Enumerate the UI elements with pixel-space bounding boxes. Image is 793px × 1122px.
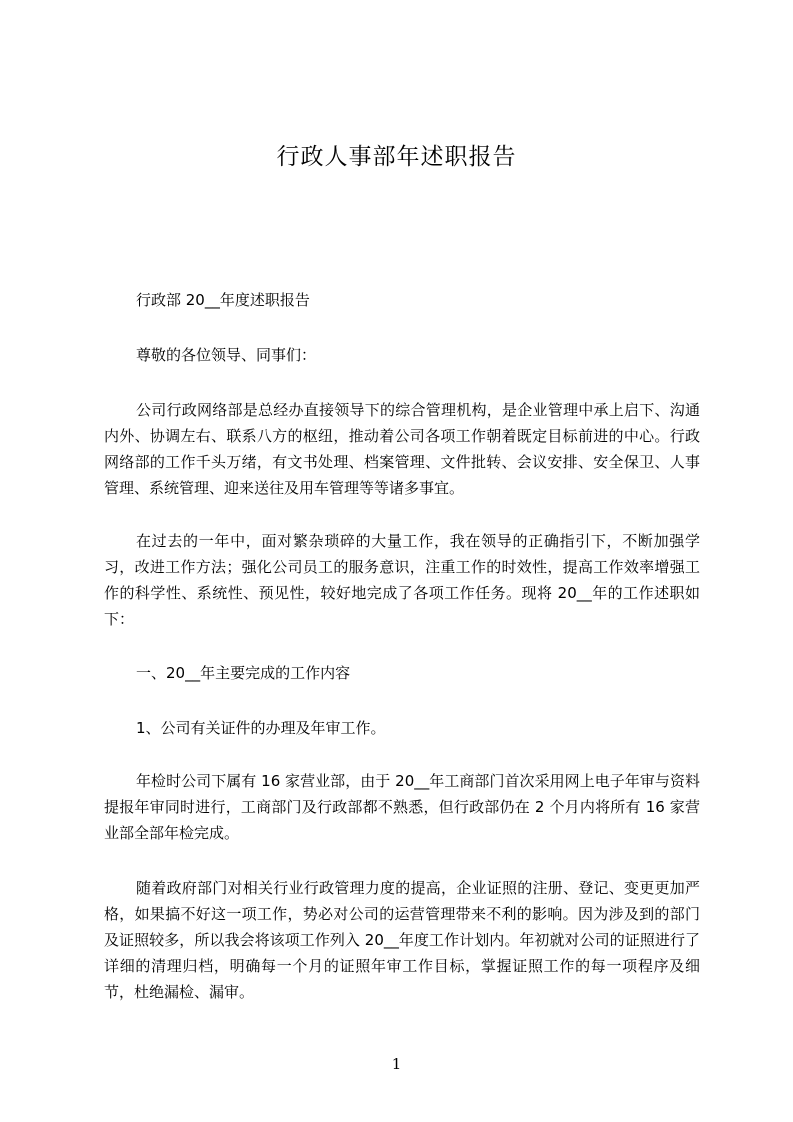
paragraph-intro: 公司行政网络部是总经办直接领导下的综合管理机构，是企业管理中承上启下、沟通内外、协调左右、联系八方的枢纽，推动着公司各项工作朝着既定目标前进的中心。行政网络部的工作千头万绪，有文书处理、档案管理、文件批转、会议安排、安全保卫、人事管理、系统管理、迎来送往及用车管理等等诸多事宜。 <box>104 401 700 497</box>
paragraph-license-management: 随着政府部门对相关行业行政管理力度的提高，企业证照的注册、登记、变更更加严格，如果搞不好这一项工作，势必对公司的运营管理带来不利的影响。因为涉及到的部门及证照较多，所以我会将该项工作列入 20__年度工作计划内。年初就对公司的证照进行了详细的清理归档，明确每一个月的证照年审工作目标，掌握证照工作的每一项程序及细节，杜绝漏检、漏审。 <box>104 879 700 1001</box>
paragraph-subtitle: 行政部 20__年度述职报告 <box>136 291 310 309</box>
page-title: 行政人事部年述职报告 <box>276 144 517 170</box>
paragraph-summary: 在过去的一年中，面对繁杂琐碎的大量工作，我在领导的正确指引下，不断加强学习，改进工作方法；强化公司员工的服务意识，注重工作的时效性，提高工作效率增强工作的科学性、系统性、预见性，较好地完成了各项工作任务。现将 20__年的工作述职如下： <box>104 532 700 628</box>
page-number: 1 <box>391 1055 402 1073</box>
section-heading-1: 一、20__年主要完成的工作内容 <box>136 664 351 682</box>
paragraph-annual-inspection: 年检时公司下属有 16 家营业部，由于 20__年工商部门首次采用网上电子年审与资料提报年审同时进行，工商部门及行政部都不熟悉，但行政部仍在 2 个月内将所有 16 家营业部全部年检完成。 <box>104 772 700 842</box>
subsection-heading-1: 1、公司有关证件的办理及年审工作。 <box>136 719 386 737</box>
paragraph-salutation: 尊敬的各位领导、同事们： <box>136 346 317 364</box>
